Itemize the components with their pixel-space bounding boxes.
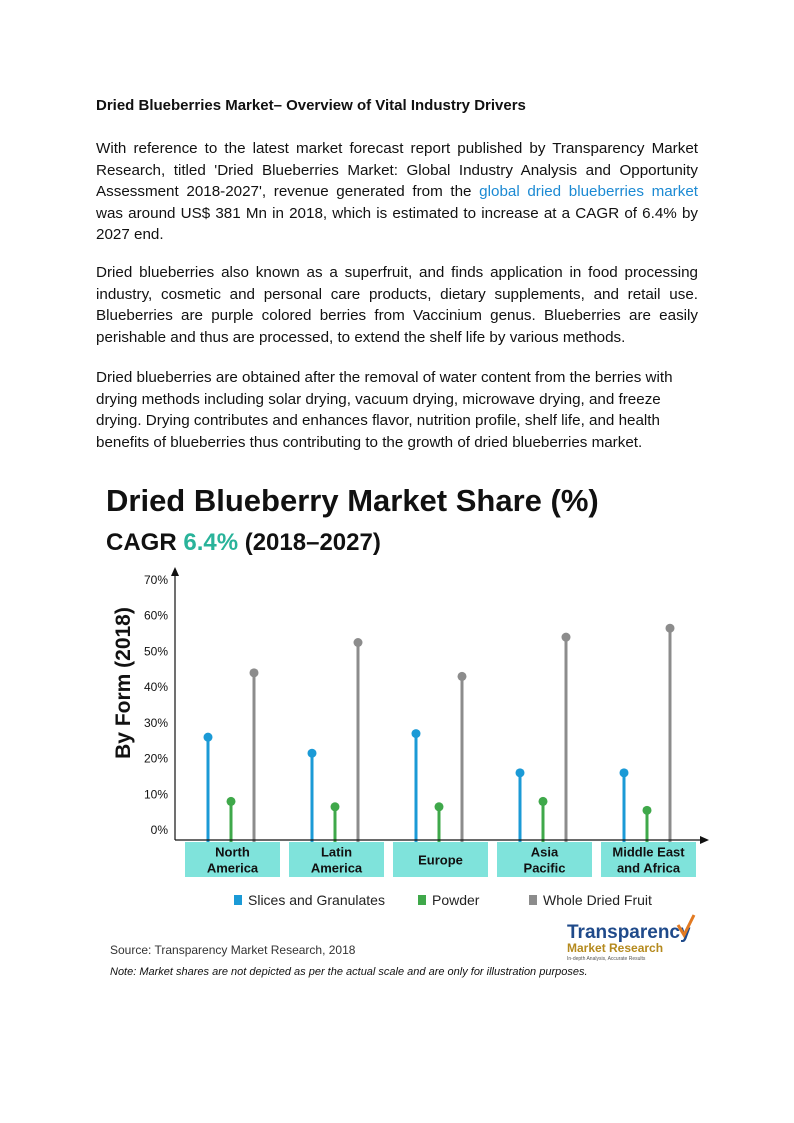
paragraph-drying: Dried blueberries are obtained after the removal of water content from the berries with drying methods including solar drying, vacuum drying, microwave drying, and freeze drying. Drying contributes and enhances flavor, nutrition profile, shelf life, and health benefits of blueberries thus contributing to the growth of dried blueberries market. (96, 369, 673, 451)
chart-note: Note: Market shares are not depicted as per the actual scale and are only for illustration purposes. (110, 966, 588, 978)
lollipop-point (435, 802, 444, 811)
lollipop-point (227, 797, 236, 806)
lollipop-point (562, 633, 571, 642)
lollipop-point (539, 797, 548, 806)
y-tick-label: 50% (143, 644, 168, 659)
document-title: Dried Blueberries Market– Overview of Vital Industry Drivers (96, 97, 526, 114)
y-tick-label: 40% (143, 680, 168, 695)
tmr-logo (567, 915, 694, 962)
logo-line1: Transparency (567, 922, 691, 943)
legend-swatch (234, 895, 242, 905)
legend-swatch (529, 895, 537, 905)
category-label: America (310, 860, 363, 876)
market-share-chart (96, 478, 716, 983)
chart-title: Dried Blueberry Market Share (%) (106, 483, 599, 518)
lollipop-point (250, 668, 259, 677)
chart-subtitle-value: 6.4% (183, 529, 239, 556)
chart-svg (96, 478, 716, 983)
y-tick-labels (144, 573, 168, 837)
market-link[interactable]: global dried blueberries market (479, 183, 698, 200)
category-label: Pacific (523, 860, 566, 876)
y-tick-label: 20% (143, 751, 168, 766)
paragraph-intro-text-2: was around US$ 381 Mn in 2018, which is estimated to increase at a CAGR of 6.4% by 2027 end. (96, 204, 698, 243)
paragraph-superfruit: Dried blueberries also known as a superfruit, and finds application in food processing industry, cosmetic and personal care products, dietary supplements, and retail use. Blueberries are purple colored berries from Vaccinium genus. Blueberries are easily perishable and thus are processed, to extend the shelf life by various methods. (96, 264, 698, 346)
y-tick-label: 10% (143, 787, 168, 802)
chart-source: Source: Transparency Market Research, 2018 (110, 943, 356, 957)
category-label: Latin (320, 844, 353, 860)
legend-swatch (418, 895, 426, 905)
logo-line2: Market Research (567, 941, 664, 955)
category-labels (185, 842, 696, 877)
data-marks (204, 624, 675, 842)
paragraph-intro (96, 138, 698, 246)
logo-tagline: In-depth Analysis, Accurate Results (567, 956, 646, 962)
y-tick-label: 30% (143, 715, 168, 730)
chart-legend (234, 892, 652, 908)
x-axis-arrow (700, 836, 709, 844)
lollipop-point (204, 733, 213, 742)
category-label: North (215, 844, 250, 860)
y-tick-label: 60% (143, 608, 168, 623)
lollipop-point (308, 749, 317, 758)
y-axis-arrow (171, 567, 179, 576)
y-tick-label: 70% (143, 573, 168, 587)
category-label: Middle East (612, 844, 685, 860)
legend-label: Powder (432, 892, 480, 908)
lollipop-point (643, 806, 652, 815)
category-label: Asia (530, 844, 559, 860)
lollipop-point (331, 802, 340, 811)
chart-subtitle (106, 529, 381, 556)
chart-subtitle-prefix: CAGR (106, 529, 184, 556)
chart-subtitle-suffix: (2018–2027) (238, 529, 381, 556)
paragraph-intro-text-1: With reference to the latest market forecast report published by Transparency Market Research, titled 'Dried Blueberries Market: Global Industry Analysis and Opportunity Assessment 2018-2027', revenue generated from the (96, 140, 698, 200)
legend-label: Whole Dried Fruit (543, 892, 652, 908)
category-label: and Africa (616, 860, 681, 876)
y-axis-label: By Form (2018) (112, 607, 135, 759)
lollipop-point (666, 624, 675, 633)
y-tick-label: 0% (150, 823, 168, 837)
lollipop-point (620, 768, 629, 777)
category-label: Europe (418, 852, 463, 868)
legend-label: Slices and Granulates (248, 892, 385, 908)
lollipop-point (354, 638, 363, 647)
lollipop-point (516, 768, 525, 777)
lollipop-point (458, 672, 467, 681)
category-label: America (206, 860, 259, 876)
lollipop-point (412, 729, 421, 738)
